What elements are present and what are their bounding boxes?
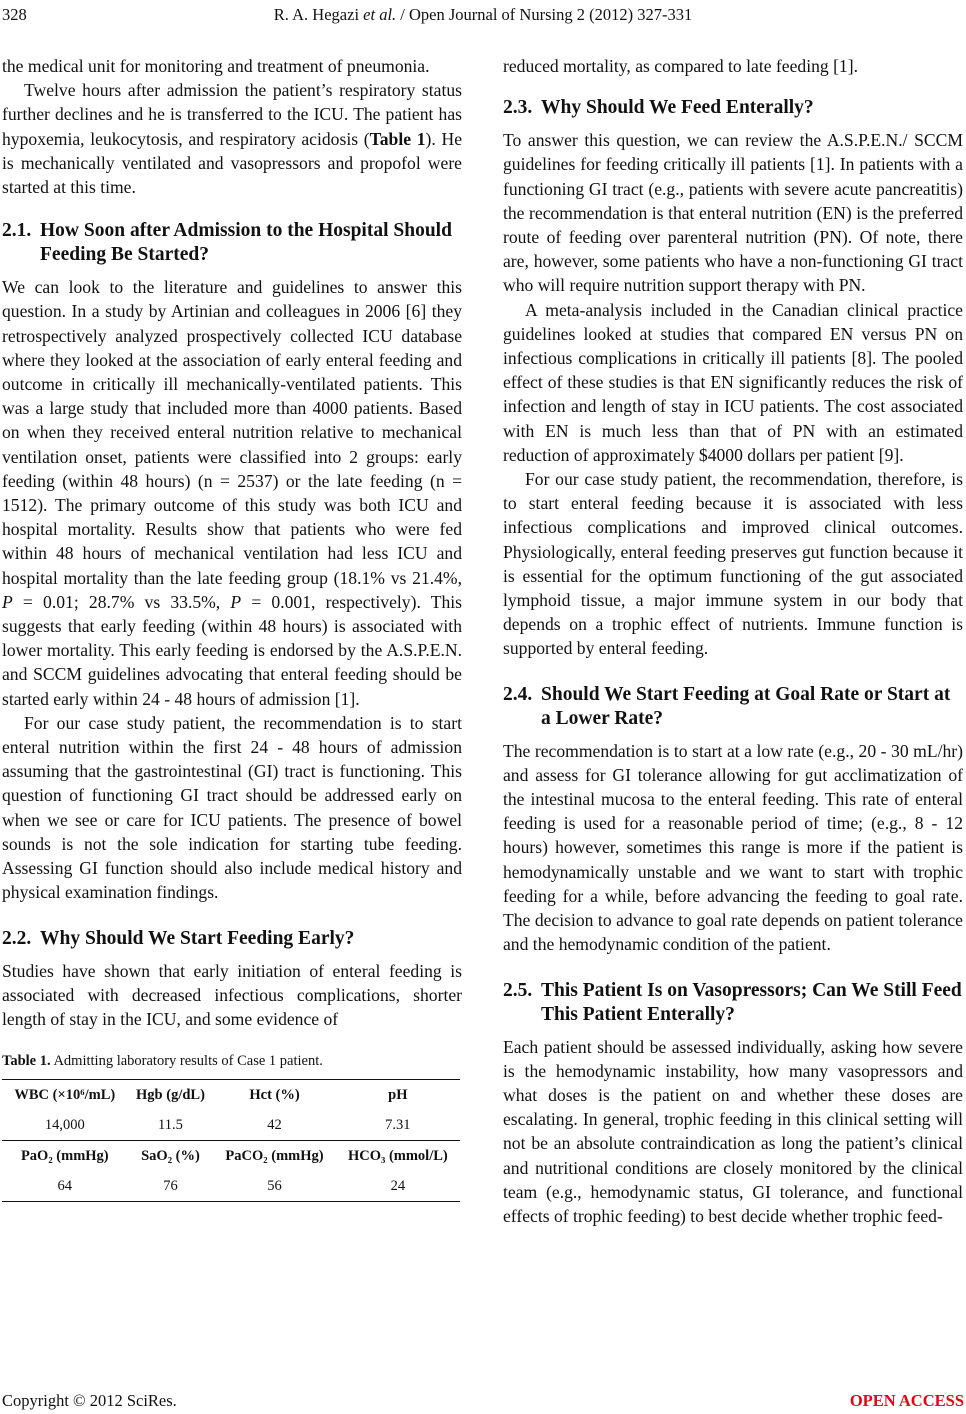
journal-citation [0,4,966,26]
running-header [0,4,966,26]
section-heading-2-5: 2.5. This Patient Is on Vasopressors; Can We Still Feed This Patient Enterally? [503,979,962,1025]
table-row [2,1171,460,1202]
table-header-row [2,1141,460,1172]
table-cell: 14,000 [44,1116,85,1133]
paragraph: the medical unit for monitoring and treatment of pneumonia. [2,56,430,76]
left-column [2,54,462,1202]
column-header: HCO₃ (mmol/L) [336,1141,460,1172]
table-reference-link[interactable]: Table 1 [369,128,426,149]
authors: R. A. Hegazi [273,5,360,24]
et-al: et al. [363,5,397,24]
open-access-badge: OPEN ACCESS [849,1391,964,1410]
column-header: PaO₂ (mmHg) [2,1141,128,1172]
paragraph: For our case study patient, the recommendation is to start enteral nutrition within the first 24 - 48 hours of admission assuming that the gastrointestinal (GI) tract is functioning. This question of functioning GI tract should be addressed early on when we see or care for ICU patients. The presence of bowel sounds is not the sole indication for starting tube feeding. Assessing GI function should also include medical history and physical examination findings. [2,712,462,903]
right-column [503,54,963,1228]
column-header: WBC (×10⁶/mL) [2,1080,128,1111]
column-header: SaO₂ (%) [128,1141,214,1172]
table-cell: 42 [267,1116,282,1133]
paragraph: reduced mortality, as compared to late feeding [1]. [503,56,858,76]
paragraph: To answer this question, we can review the A.S.P.E.N./ SCCM guidelines for feeding critically ill patients [1]. In patients with a functioning GI tract (e.g., patients with severe acute pancreatitis) the recommendation is that enteral nutrition (EN) is the preferred route of feeding over parenteral nutrition (PN). Of note, there are, however, some patients who have a non-functioning GI tract who will require nutrition support therapy with PN. [503,130,963,296]
column-header: Hct (%) [213,1080,335,1111]
section-heading-2-2: 2.2. Why Should We Start Feeding Early? [2,927,355,949]
paragraph: We can look to the literature and guidelines to answer this question. In a study by Artinian and colleagues in 2006 [6] they retrospectively analyzed prospectively collected ICU database where they looked at the association of early enteral feeding and outcome in critically ill mechanically-ventilated patients. This was a large study that included more than 4000 patients. Based on when they received enteral nutrition relative to mechanical ventilation onset, patients were classified into 2 groups: early feeding (within 48 hours) (n = 2537) or the late feeding (n = 1512). The primary outcome of this study was both ICU and hospital mortality. Results show that patients who were fed within 48 hours of mechanical ventilation had less ICU and hospital mortality than the late feeding group (18.1% vs 21.4%, P = 0.01; 28.7% vs 33.5%, P = 0.001, respectively). This suggests that early feeding (within 48 hours) is associated with lower mortality. This early feeding is endorsed by the A.S.P.E.N. and SCCM guidelines advocating that enteral feeding should be started early within 24 - 48 hours of admission [1]. [2,277,462,709]
column-header: PaCO₂ (mmHg) [213,1141,335,1172]
copyright-notice: Copyright © 2012 SciRes. [2,1391,177,1410]
table-cell: 64 [2,1171,128,1202]
paragraph: A meta-analysis included in the Canadian clinical practice guidelines looked at studies that compared EN versus PN on infectious complications in critically ill patients [8]. The pooled effect of these studies is that EN significantly reduces the risk of infection and length of stay in ICU patients. The cost associated with EN is much less than that of PN with an estimated reduction of approximately $4000 dollars per patient [9]. [503,299,963,465]
lab-results-table [2,1079,460,1202]
paragraph: Studies have shown that early initiation of enteral feeding is associated with decreased infectious complications, shorter length of stay in the ICU, and some evidence of [2,960,462,1029]
page-footer [0,1390,966,1412]
section-heading-2-4: 2.4. Should We Start Feeding at Goal Rate or Start at a Lower Rate? [503,683,951,729]
paragraph: Each patient should be assessed individually, asking how severe is the hemodynamic instability, how many vasopressors and what doses is the patient on and whether these doses are escalating. In general, trophic feeding in this clinical setting will not be an absolute contraindication as long the patient’s clinical and nutritional conditions are closely monitored by the clinical team (e.g., hemodynamic status, GI tolerance, and functional effects of trophic feeding) to best decide whether trophic feed- [503,1036,963,1226]
column-header: Hgb (g/dL) [128,1080,214,1111]
table-cell: 11.5 [158,1116,183,1133]
paragraph: The recommendation is to start at a low rate (e.g., 20 - 30 mL/hr) and assess for GI tolerance allowing for gut acclimatization of the intestinal mucosa to the enteral feeding. This rate of enteral feeding is used for a reasonable period of time; (e.g., 8 - 12 hours) however, sometimes this range is more if the patient is hemodynamically unstable and we want to start with trophic feeding for a while, before advancing the feeding to goal rate. The decision to advance to goal rate depends on patient tolerance and the hemodynamic condition of the patient. [503,740,963,955]
table-header-row [2,1080,460,1111]
table-caption: Table 1. Admitting laboratory results of Case 1 patient. [2,1053,323,1070]
table-cell: 56 [213,1171,335,1202]
journal-name: / Open Journal of Nursing 2 (2012) 327-331 [400,5,693,24]
paragraph: For our case study patient, the recommendation, therefore, is to start enteral feeding because it is associated with less infectious complications and improved clinical outcomes. Physiologically, enteral feeding preserves gut function because it is essential for the optimum functioning of the gut associated lymphoid tissue, a major immune system in our body that depends on a trophic effect of nutrients. Immune function is supported by enteral feeding. [503,469,963,659]
section-heading-2-3: 2.3. Why Should We Feed Enterally? [503,97,814,119]
section-heading-2-1: 2.1. How Soon after Admission to the Hospital Should Feeding Be Started? [2,220,452,266]
table-cell: 76 [128,1171,214,1202]
table-row [2,1110,460,1141]
paragraph: Twelve hours after admission the patient’s respiratory status further declines and he is transferred to the ICU. The patient has hypoxemia, leukocytosis, and respiratory acidosis (Table 1). He is mechanically ventilated and vasopressors and propofol were started at this time. [2,80,463,198]
page-number: 328 [2,5,27,24]
table-cell: 24 [336,1171,460,1202]
table-cell: 7.31 [385,1116,411,1133]
column-header: pH [336,1080,460,1111]
